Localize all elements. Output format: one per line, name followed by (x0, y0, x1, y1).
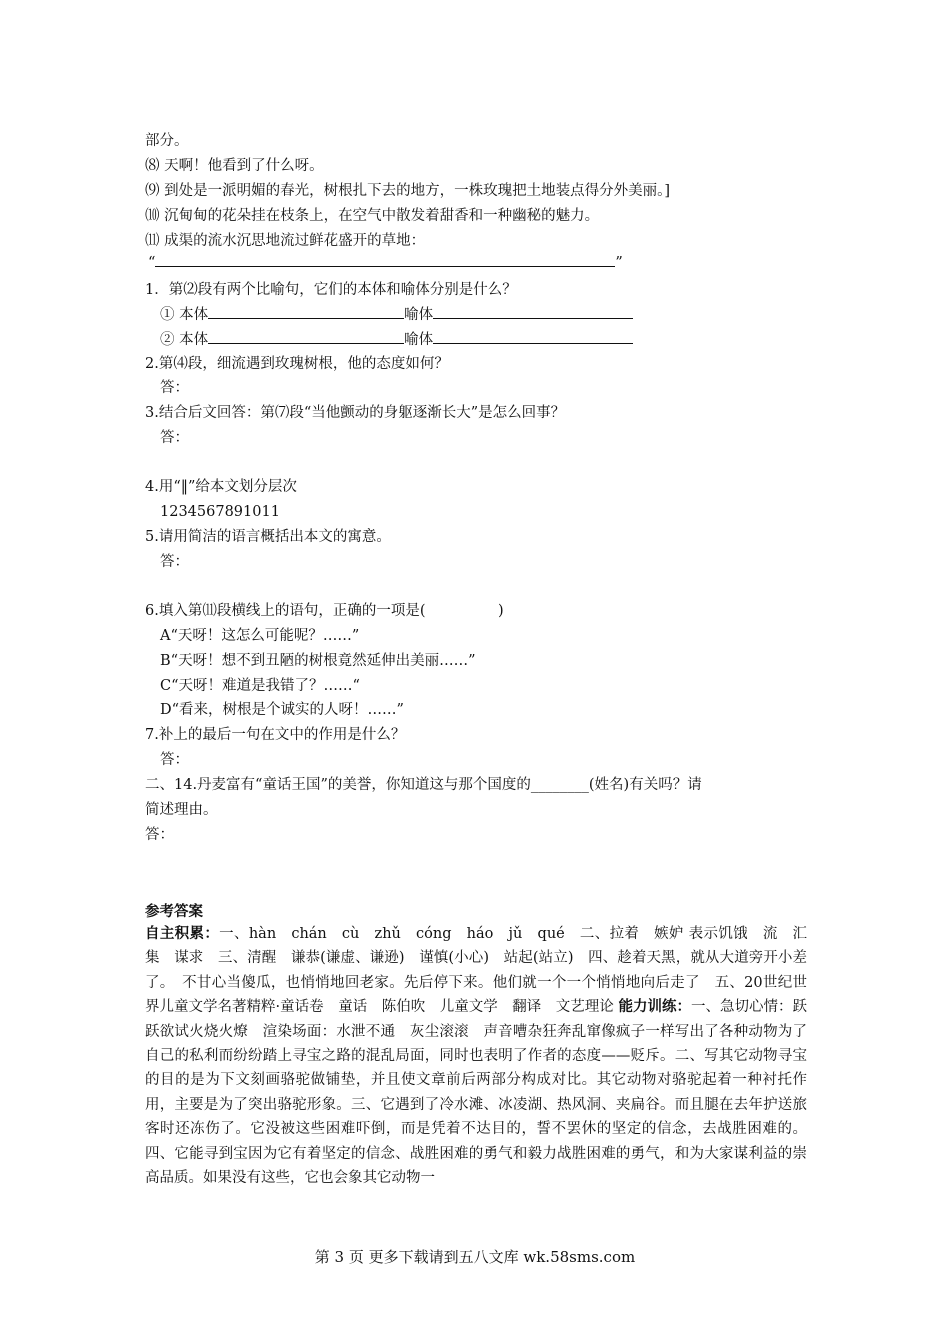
section-label: 自主积累： (145, 925, 220, 942)
question-1a (160, 304, 633, 325)
blank-underline (433, 304, 633, 319)
close-quote: ” (615, 255, 623, 271)
answer-label: 答： (160, 752, 189, 768)
text-line: ⑻ 天啊！他看到了什么呀。 (145, 158, 324, 174)
blank-underline (208, 329, 404, 344)
answer-text: 一、急切心情：跃跃欲试火烧火燎 渲染场面：水泄不通 灰尘滚滚 声音嘈杂狂奔乱窜像疯子一样写出了各种动物为了自己的私利而纷纷踏上寻宝之路的混乱局面，同时也表明了作者的态度——贬斥。二、写其它动物寻宝的目的是为下文刻画骆驼做铺垫，并且使文章前后两部分构成对比。其它动物对骆驼起着一种衬托作用，主要是为了突出骆驼形象。三、它遇到了冷水滩、冰凌湖、热风洞、夹扁谷。而且腿在去年护送旅客时还冻伤了。它没被这些困难吓倒，而是凭着不达目的，誓不罢休的坚定的信念，去战胜困难的。四、它能寻到宝因为它有着坚定的信念、战胜困难的勇气和毅力战胜困难的勇气，和为大家谋利益的崇高品质。如果没有这些，它也会象其它动物一 (145, 999, 808, 1187)
question-5: 5.请用简洁的语言概括出本文的寓意。 (145, 529, 391, 545)
vehicle-label: 喻体 (404, 332, 434, 348)
option-a: A“天呀！这怎么可能呢？……” (160, 628, 360, 644)
question-14-cont: 简述理由。 (145, 802, 218, 818)
question-1: 1．第⑵段有两个比喻句，它们的本体和喻体分别是什么？ (145, 282, 517, 298)
question-6: 6.填入第⑾段横线上的语句，正确的一项是( ) (145, 603, 504, 619)
question-4-numbers: 1234567891011 (160, 504, 280, 520)
text-line: 部分。 (145, 133, 189, 149)
option-c: C“天呀！难道是我错了？……“ (160, 678, 360, 694)
blank-underline (208, 304, 404, 319)
option-d: D“看来，树根是个诚实的人呀！……” (160, 702, 404, 718)
section-label: 能力训练： (618, 998, 691, 1016)
blank-underline (433, 329, 633, 344)
text-line: ⑽ 沉甸甸的花朵挂在枝条上，在空气中散发着甜香和一种幽秘的魅力。 (145, 208, 600, 224)
answer-label: 答： (160, 554, 189, 570)
question-1b (160, 329, 633, 350)
open-quote: “ (148, 255, 156, 271)
question-7: 7.补上的最后一句在文中的作用是什么？ (145, 727, 406, 743)
question-14: 二、14.丹麦富有“童话王国”的美誉，你知道这与那个国度的________(姓名)有关吗？请 (145, 777, 702, 793)
text-line: ⑼ 到处是一派明媚的春光，树根扎下去的地方，一株玫瑰把土地装点得分外美丽。] (145, 183, 671, 199)
vehicle-label: 喻体 (404, 307, 434, 323)
answer-key-paragraph (145, 922, 807, 1190)
text-line: ⑾ 成渠的流水沉思地流过鲜花盛开的草地： (145, 233, 426, 249)
question-3: 3.结合后文回答：第⑺段“当他颤动的身躯逐渐长大”是怎么回事？ (145, 405, 566, 421)
answer-label: 答： (160, 430, 189, 446)
tenor-label: ② 本体 (160, 332, 209, 348)
question-4: 4.用“‖”给本文划分层次 (145, 479, 297, 495)
question-2: 2.第⑷段，细流遇到玫瑰树根，他的态度如何？ (145, 356, 449, 372)
tenor-label: ① 本体 (160, 307, 209, 323)
answer-text: 一、hàn chán cù zhǔ cóng háo jǔ qué 二、拉着 嫉妒 表示饥饿 流 汇集 谋求 三、清醒 谦恭(谦虚、谦逊) 谨慎(小心) 站起(站立) 四、趁着天黑，就从大道旁开小差了。 不甘心当傻瓜，也悄悄地回老家。先后停下来。他们就一个一个悄悄地向后走了 五、20世纪世界儿童文学名著精粹·童话卷 童话 陈伯吹 儿童文学 翻译 文艺理论 (145, 926, 808, 1016)
option-b: B“天呀！想不到丑陋的树根竟然延伸出美丽……” (160, 653, 476, 669)
answer-label: 答： (160, 380, 189, 396)
answers-heading: 参考答案 (145, 903, 203, 920)
answer-label: 答： (145, 827, 174, 843)
page-footer: 第 3 页 更多下载请到五八文库 wk.58sms.com (314, 1248, 636, 1266)
fill-blank-line (148, 252, 623, 273)
blank-underline (155, 252, 615, 267)
